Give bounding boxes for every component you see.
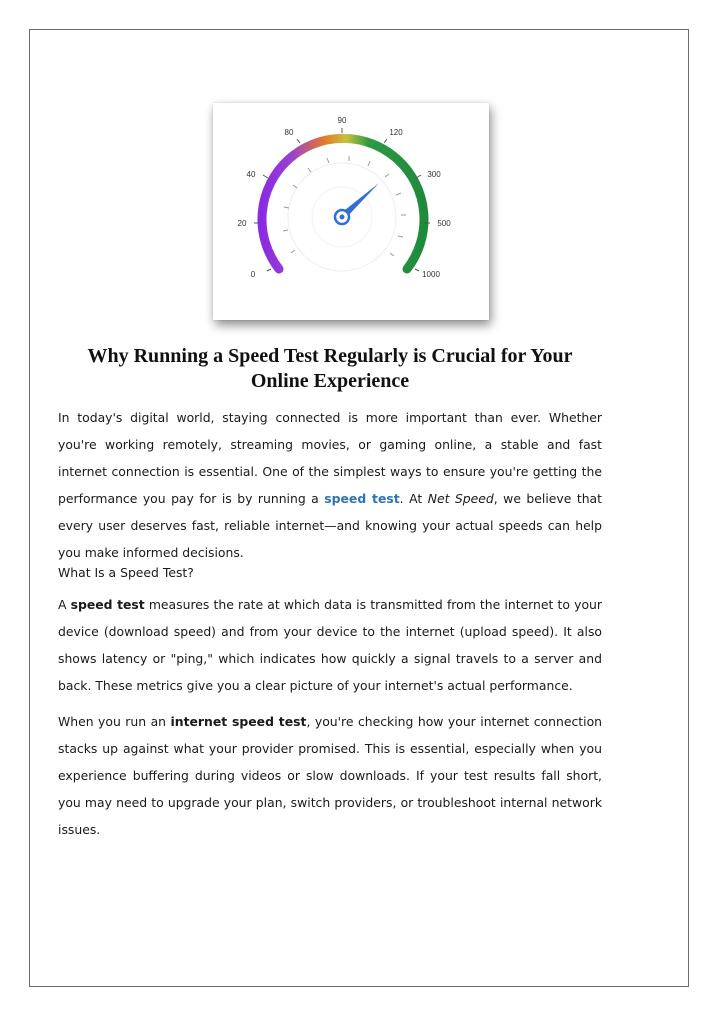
intro-text: In today's digital world, staying connected is more important than ever. Whether you're working remotely, streaming movies, or gaming online, a stable and fast internet connection is essential. One of the simplest ways to ensure you're getting the performance you pay for is by running a [58, 410, 602, 506]
speed-test-link[interactable]: speed test [324, 491, 400, 506]
speedometer-icon [213, 103, 489, 320]
article-title: Why Running a Speed Test Regularly is Crucial for Your Online Experience [87, 345, 573, 392]
definition-text-start: A [58, 597, 71, 612]
tick-label-40: 40 [246, 170, 256, 179]
importance-text-start: When you run an [58, 714, 171, 729]
brand-name: Net Speed [427, 491, 494, 506]
tick-label-0: 0 [250, 270, 256, 279]
definition-paragraph [58, 591, 602, 699]
intro-paragraph [58, 404, 602, 566]
importance-text: , you're checking how your internet connection stacks up against what your provider promised. This is essential, especially when you experience buffering during videos or slow downloads. If your test results fall short, you may need to upgrade your plan, switch providers, or troubleshoot internal network issues. [58, 714, 602, 837]
intro-text-end: , we believe that every user deserves fast, reliable internet—and knowing your actual speeds can help you make informed decisions. [58, 491, 603, 560]
gauge-arc [262, 138, 424, 269]
tick-label-300: 300 [427, 170, 441, 179]
speedometer-image [213, 103, 489, 320]
definition-bold-term: speed test [70, 597, 145, 612]
definition-text: measures the rate at which data is transmitted from the internet to your device (download speed) and from your device to the internet (upload speed). It also shows latency or "ping," which indicates how quickly a signal travels to a server and back. These metrics give you a clear picture of your internet's actual performance. [58, 597, 602, 693]
tick-label-500: 500 [437, 219, 451, 228]
importance-bold-term: internet speed test [170, 714, 307, 729]
gauge-ticks [283, 156, 406, 256]
tick-label-80: 80 [284, 128, 294, 137]
tick-label-120: 120 [389, 128, 403, 137]
tick-label-1000: 1000 [422, 270, 440, 279]
tick-label-20: 20 [237, 219, 247, 228]
tick-label-90: 90 [337, 116, 347, 125]
section-heading-what-is: What Is a Speed Test? [58, 565, 194, 580]
intro-text-mid: . At [399, 491, 428, 506]
importance-paragraph [58, 708, 602, 843]
